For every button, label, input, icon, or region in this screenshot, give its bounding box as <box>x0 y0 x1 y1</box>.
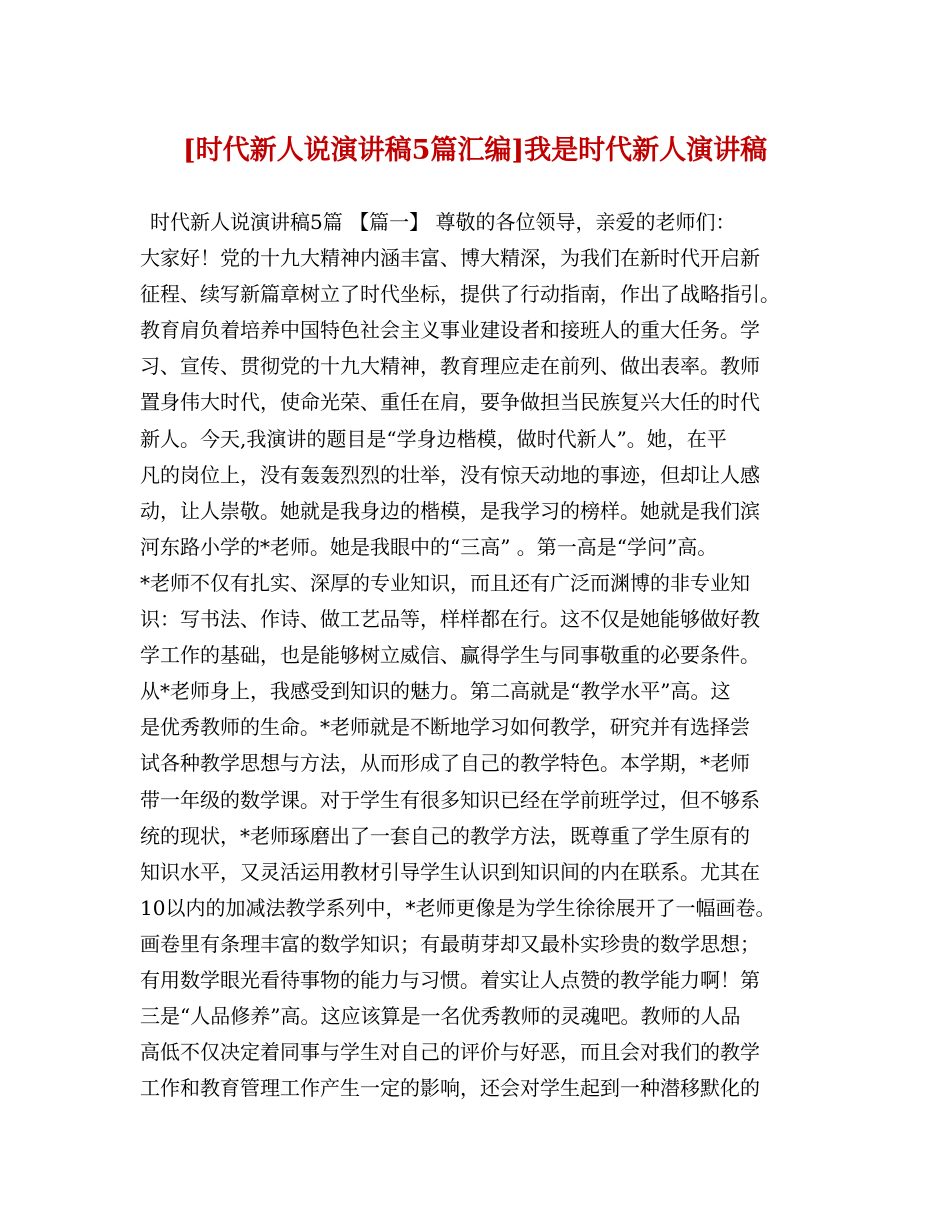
body-line: 带一年级的数学课。对于学生有很多知识已经在学前班学过，但不够系 <box>140 787 760 812</box>
body-line: 试各种教学思想与方法，从而形成了自己的教学特色。本学期，*老师 <box>140 751 750 776</box>
body-line: 识：写书法、作诗、做工艺品等，样样都在行。这不仅是她能够做好教 <box>140 607 760 632</box>
body-line: 画卷里有条理丰富的数学知识；有最萌芽却又最朴实珍贵的数学思想； <box>140 931 760 956</box>
body-line: 10以内的加减法教学系列中，*老师更像是为学生徐徐展开了一幅画卷。 <box>140 895 776 920</box>
body-line: 凡的岗位上，没有轰轰烈烈的壮举，没有惊天动地的事迹，但却让人感 <box>140 462 760 487</box>
body-line: 工作和教育管理工作产生一定的影响，还会对学生起到一种潜移默化的 <box>140 1076 760 1101</box>
body-line: 从*老师身上，我感受到知识的魅力。第二高就是“教学水平”高。这 <box>140 679 731 704</box>
document-title: [时代新人说演讲稿5篇汇编]我是时代新人演讲稿 <box>182 135 768 166</box>
body-line: 高低不仅决定着同事与学生对自己的评价与好恶，而且会对我们的教学 <box>140 1040 760 1065</box>
body-line: 河东路小学的*老师。她是我眼中的“三高” 。第一高是“学问”高。 <box>140 534 718 559</box>
body-line: *老师不仅有扎实、深厚的专业知识，而且还有广泛而渊博的非专业知 <box>140 570 750 595</box>
body-line: 教育肩负着培养中国特色社会主义事业建设者和接班人的重大任务。学 <box>140 318 760 343</box>
body-line: 三是“人品修养”高。这应该算是一名优秀教师的灵魂吧。教师的人品 <box>140 1004 741 1029</box>
body-line: 是优秀教师的生命。*老师就是不断地学习如何教学，研究并有选择尝 <box>140 715 750 740</box>
body-line: 统的现状，*老师琢磨出了一套自己的教学方法，既尊重了学生原有的 <box>140 823 750 848</box>
body-line: 有用数学眼光看待事物的能力与习惯。着实让人点赞的教学能力啊！第 <box>140 967 760 992</box>
body-line: 置身伟大时代，使命光荣、重任在肩，要争做担当民族复兴大任的时代 <box>140 390 760 415</box>
body-line: 学工作的基础，也是能够树立威信、赢得学生与同事敬重的必要条件。 <box>140 643 760 668</box>
body-line: 知识水平，又灵活运用教材引导学生认识到知识间的内在联系。尤其在 <box>140 859 760 884</box>
document-body <box>140 204 830 1106</box>
body-line: 时代新人说演讲稿5篇 【篇一】 尊敬的各位领导，亲爱的老师们： <box>150 210 736 234</box>
body-line: 习、宣传、贯彻党的十九大精神，教育理应走在前列、做出表率。教师 <box>140 354 760 379</box>
body-line: 动，让人崇敬。她就是我身边的楷模，是我学习的榜样。她就是我们滨 <box>140 498 760 523</box>
body-line: 征程、续写新篇章树立了时代坐标，提供了行动指南，作出了战略指引。 <box>140 282 780 307</box>
body-line: 大家好！党的十九大精神内涵丰富、博大精深，为我们在新时代开启新 <box>140 246 760 271</box>
body-line: 新人。今天,我演讲的题目是“学身边楷模，做时代新人”。她，在平 <box>140 426 727 451</box>
